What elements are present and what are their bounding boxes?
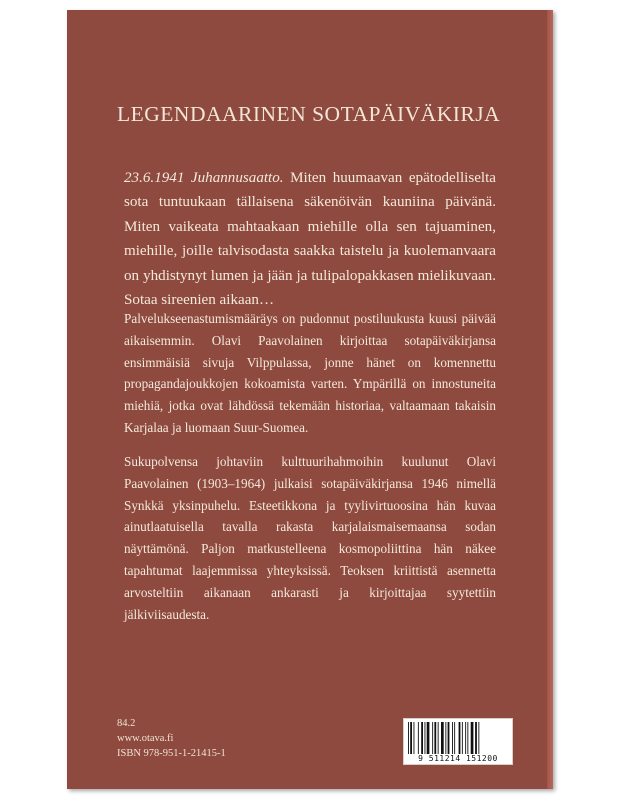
intro-date-lead: 23.6.1941 Juhannusaatto.: [124, 170, 284, 186]
body-paragraph-3: Sukupolvensa johtaviin kulttuurihahmoihin kuulunut Olavi Paavolainen (1903–1964) julkaisi sotapäiväkirjansa 1946 nimellä Synkkä yksinpuhelu. Esteetikkona ja tyylivirtuoosina hän kuvaa ainutlaatuisella tavalla rakasta karjalaismaisemaansa sodan näyttämönä. Paljon matkustelleena kosmopoliittina hän näkee tapahtumat laajemmissa yhteyksissä. Teoksen kriittistä asennetta arvosteltiin aikanaan ankarasti ja kirjoittajaa syytettiin jälkiviisaudesta.: [124, 454, 496, 622]
barcode-digits: 9 511214 151200: [418, 754, 498, 763]
isbn-text: ISBN 978-951-1-21415-1: [117, 748, 226, 759]
cover-heading: LEGENDAARINEN SOTAPÄIVÄKIRJA: [117, 102, 501, 126]
body-paragraph-2: Palvelukseenastumismääräys on pudonnut postiluukusta kuusi päivää aikaisemmin. Olavi Paavolainen kirjoittaa sotapäiväkirjansa ensimmäisiä sivuja Vilppulassa, jonne hänet on komennettu propagandajoukkojen kokoamista varten. Ympärillä on innostuneita miehiä, jotka ovat lähdössä tekemään historiaa, valtaamaan takaisin Karjalaa ja luomaan Suur-Suomea.: [124, 311, 496, 435]
intro-paragraph: [124, 166, 496, 312]
barcode: [403, 718, 513, 765]
intro-text: Miten huumaavan epätodelliselta sota tuntuukaan tällaisena säkenöivän kauniina päivänä. Miten vaikeata mahtaakaan miehille olla sen tajuaminen, miehille, joille talvisodasta saakka taistelu ja kuolemanvaara on yhdistynyt lumen ja jään ja tulipalopakkasen mielikuvaan. Sotaa sireenien aikaan…: [124, 170, 496, 309]
barcode-bars: [408, 722, 508, 754]
publisher-website: www.otava.fi: [117, 733, 174, 744]
page-edge: [547, 10, 553, 789]
book-back-cover: [67, 10, 553, 789]
classification-code: 84.2: [117, 718, 136, 729]
publisher-info: [117, 716, 317, 761]
